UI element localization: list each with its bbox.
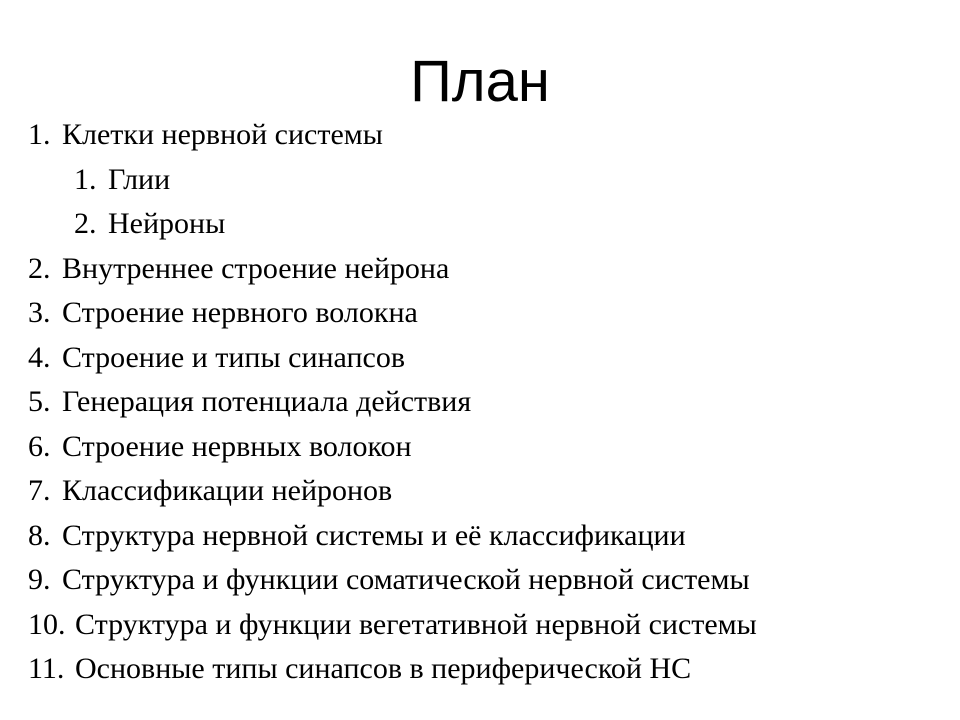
- plan-subitem: [28, 158, 948, 203]
- item-text: Внутреннее строение нейрона: [62, 251, 450, 285]
- item-text: Структура и функции соматической нервной системы: [62, 563, 750, 596]
- plan-item: [28, 514, 948, 559]
- plan-item: [28, 291, 948, 336]
- item-text: Строение нервного волокна: [62, 296, 418, 329]
- item-text: Классификации нейронов: [62, 474, 393, 507]
- plan-item: [28, 247, 948, 292]
- plan-item: [28, 425, 948, 470]
- item-number: 1.: [74, 162, 97, 196]
- item-text: Глии: [108, 162, 171, 196]
- item-number: 4.: [28, 340, 51, 374]
- item-text: Строение нервных волокон: [62, 429, 412, 463]
- item-text: Строение и типы синапсов: [62, 340, 406, 374]
- item-number: 9.: [28, 563, 51, 596]
- item-number: 6.: [28, 429, 51, 463]
- plan-item: [28, 380, 948, 425]
- item-number: 2.: [74, 207, 97, 240]
- item-text: Нейроны: [108, 207, 226, 240]
- item-text: Клетки нервной системы: [62, 118, 383, 151]
- plan-item: [28, 113, 948, 158]
- item-text: Основные типы синапсов в периферической НС: [75, 652, 692, 685]
- item-number: 5.: [28, 385, 51, 418]
- plan-item: [28, 647, 948, 692]
- item-text: Структура и функции вегетативной нервной системы: [75, 607, 757, 641]
- item-number: 10.: [28, 607, 66, 641]
- item-number: 1.: [28, 118, 51, 151]
- item-number: 3.: [28, 296, 51, 329]
- item-number: 2.: [28, 251, 51, 285]
- item-number: 8.: [28, 518, 51, 552]
- plan-item: [28, 603, 948, 648]
- plan-item: [28, 558, 948, 603]
- plan-list: [28, 113, 948, 692]
- item-text: Генерация потенциала действия: [62, 385, 472, 418]
- plan-item: [28, 469, 948, 514]
- item-number: 11.: [28, 652, 65, 685]
- item-number: 7.: [28, 474, 51, 507]
- item-text: Структура нервной системы и её классификации: [62, 518, 686, 552]
- slide-title: План: [410, 49, 550, 114]
- plan-item: [28, 336, 948, 381]
- plan-subitem: [28, 202, 948, 247]
